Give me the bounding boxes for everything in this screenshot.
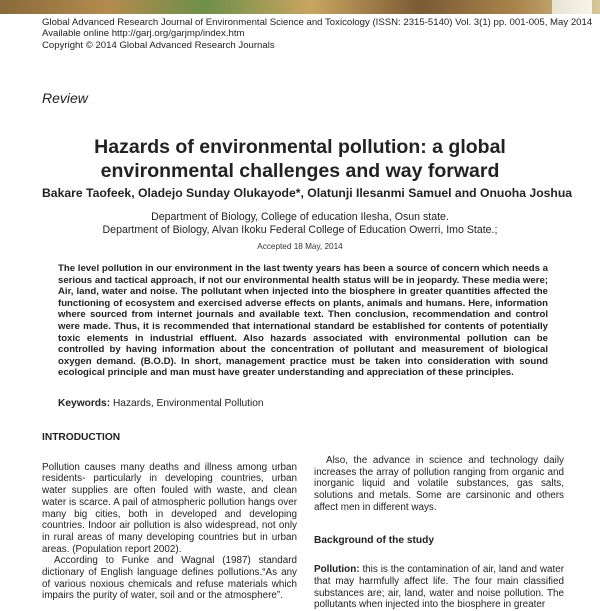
keywords-list: Hazards, Environmental Pollution [112, 398, 264, 409]
section-label: Review [42, 90, 88, 106]
journal-citation: Global Advanced Research Journal of Environmental Science and Toxicology (ISSN: 2315-5140) Vol. 3(1) pp. 001-005, May 2014 [42, 17, 593, 28]
keywords-label: Keywords: [58, 398, 111, 409]
pollution-paragraph [314, 564, 564, 611]
journal-header [42, 17, 592, 51]
pollution-term: Pollution: [314, 564, 360, 576]
affiliations [42, 211, 558, 237]
body-column-right [314, 455, 564, 611]
accepted-date: Accepted 18 May, 2014 [257, 242, 343, 251]
paper-title: Hazards of environmental pollution: a global environmental challenges and way forward [94, 136, 506, 182]
journal-url: Available online http://garj.org/garjmp/index.htm [42, 28, 245, 40]
affiliation-1: Department of Biology, College of education Ilesha, Osun state. [151, 211, 449, 223]
background-heading: Background of the study [314, 534, 434, 546]
body-column-left [42, 432, 297, 602]
pollution-definition: this is the contamination of air, land and water that may harmfully affect life. The four main classified substances are; air, land, water and noise pollution. The pollutants when injected into the biosphere in greater [314, 564, 565, 611]
intro-paragraph-1: Pollution causes many deaths and illness among urban residents- particularly in developing countries, urban water supplies are often fouled with waste, and clean water is scarce. A pail of atmospheric pollution hangs over many big cities, both in developed and developing countries. Indoor air pollution is also widespread, not only in rural areas of many developing countries but in urban areas. (Population report 2002). [42, 461, 297, 555]
affiliation-2: Department of Biology, Alvan Ikoku Federal College of Education Owerri, Imo State.; [102, 224, 498, 236]
author-list: Bakare Taofeek, Oladejo Sunday Olukayode*, Olatunji Ilesanmi Samuel and Onuoha Joshua [42, 186, 573, 200]
introduction-heading: INTRODUCTION [42, 432, 121, 443]
journal-copyright: Copyright © 2014 Global Advanced Research Journals [42, 39, 275, 51]
abstract: The level pollution in our environment in the last twenty years has been a source of concern which needs a serious and tactical approach, if not our environmental health status will be in jeopardy. These media were; Air, land, water and noise. The pollutant when injected into the biosphere in greater quantities affected the functioning of ecosystem and exercised adverse effects on plants, animals and humans. Here, information where sourced from internet journals and available text. Then conclusion, recommendation and control were made. Thus, it is recommended that international standard be established for contents of potentially toxic elements in industrial effluent. Also hazards associated with environmental pollution can be controlled by having information about the concentration of pollutant and measurement of biological oxygen demand. (B.O.D). In short, management practice must be taken into consideration with sound ecological principle and man must have greater understanding and appreciation of these principles. [58, 263, 548, 379]
journal-banner-image [0, 0, 600, 14]
keywords [58, 398, 264, 409]
intro-paragraph-2: According to Funke and Wagnal (1987) standard dictionary of English language defines pollutions.“As any of various noxious chemicals and refuse materials which impairs the purity of water, soil and or the atmosphere”. [42, 555, 297, 602]
right-paragraph-1: Also, the advance in science and technology daily increases the array of pollution ranging from organic and inorganic liquid and volatile substances, gas salts, solutions and metals. Some are carsinonic and others affect men in different ways. [314, 455, 564, 513]
journal-logo [552, 0, 592, 14]
